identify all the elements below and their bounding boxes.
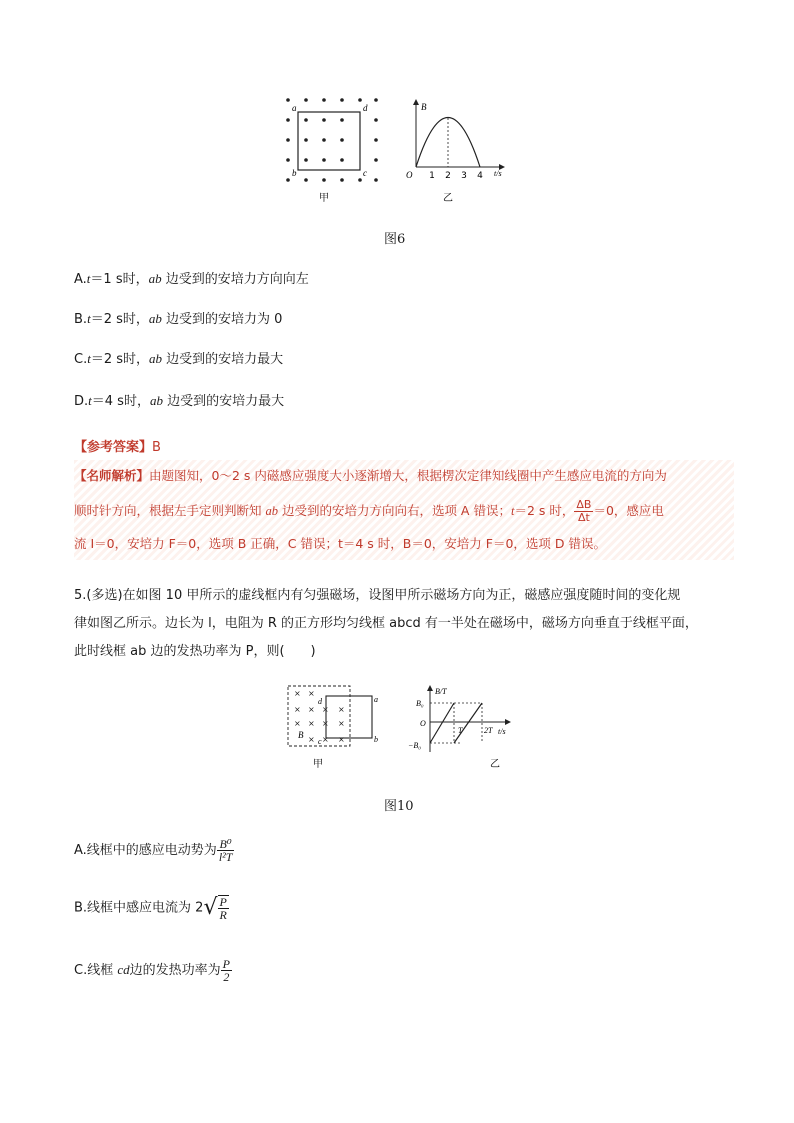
b-line-1: [430, 703, 454, 743]
answer-value: B: [152, 440, 161, 455]
cross: ×: [294, 705, 301, 714]
option-c-text2: 边受到的安培力最大: [162, 352, 284, 367]
question-5-line-3: 此时线框 ab 边的发热功率为 P，则( ): [74, 644, 316, 659]
caption-yi: 乙: [443, 193, 453, 204]
cross: ×: [308, 719, 315, 728]
label-b: b: [292, 168, 297, 178]
option-a-var: t: [86, 271, 91, 286]
q5-option-b-text: B.线框中感应电流为 2: [74, 900, 204, 916]
option-a-text2: 边受到的安培力方向向左: [161, 272, 309, 287]
q5-option-c: [74, 958, 232, 983]
label-field-b: B: [298, 730, 304, 740]
caption-yi: 乙: [490, 759, 500, 770]
frac-num: P: [222, 957, 230, 971]
option-c-text1: ＝2 s时，: [90, 352, 150, 367]
t1-label: T: [458, 726, 463, 735]
analysis-line-2: [74, 497, 734, 525]
label-b: b: [374, 735, 378, 744]
cross: ×: [322, 735, 329, 744]
figure-6-caption: 图6: [384, 232, 406, 247]
cross: ×: [308, 705, 315, 714]
cross: ×: [322, 719, 329, 728]
question-5-line-1: 5.(多选)在如图 10 甲所示的虚线框内有匀强磁场，设图甲所示磁场方向为正，磁感应强度随时间的变化规: [74, 588, 681, 603]
tick-2: 2: [445, 171, 451, 181]
label-d: d: [318, 697, 322, 706]
figure-10-yi: [400, 682, 515, 772]
analysis-text-1: 由题图知，0～2 s 内磁感应强度大小逐渐增大，根据楞次定律知线圈中产生感应电流的方向为: [149, 468, 667, 483]
option-b: [74, 308, 282, 327]
option-c-var: t: [87, 351, 91, 366]
x-axis-label: t/s: [498, 727, 506, 736]
caption-jia: 甲: [319, 193, 329, 204]
q5-option-c-text2: 边的发热功率为: [129, 963, 221, 978]
option-b-var2: ab: [148, 311, 162, 326]
q5-option-c-var: cd: [117, 962, 130, 977]
cross: ×: [308, 735, 315, 744]
question-5-line-2: 律如图乙所示。边长为 l，电阻为 R 的正方形均匀线框 abcd 有一半处在磁场中，磁场方向垂直于线框平面，: [74, 616, 698, 631]
option-d-var2: ab: [149, 393, 163, 408]
square-loop-abcd: [326, 696, 372, 738]
tick-4: 4: [477, 171, 483, 181]
analysis-text-2c: 边受到的安培力方向向右，选项 A 错误；: [277, 503, 511, 518]
option-a-text1: ＝1 s时，: [90, 272, 149, 287]
y-axis-label: B: [421, 102, 427, 112]
figure-6-jia: [276, 92, 386, 207]
caption-jia: 甲: [313, 759, 323, 770]
frac-num: ΔB: [576, 498, 592, 511]
analysis-text-2a: 顺时针方向，根据左手定则判断知: [74, 503, 266, 518]
figure-6-yi: [400, 92, 510, 207]
option-a: [74, 268, 309, 287]
frac-den: R: [219, 908, 227, 922]
neg-b0-label: −B₀: [408, 741, 422, 750]
figure-10-caption: 图10: [384, 799, 414, 814]
analysis-text-2e: ＝2 s 时，: [514, 503, 575, 518]
option-a-var2: ab: [148, 271, 162, 286]
option-d: [74, 390, 284, 409]
b0-label: B₀: [416, 699, 424, 708]
option-c: [74, 348, 283, 367]
option-a-prefix: A.: [74, 272, 87, 287]
cross: ×: [338, 735, 345, 744]
reference-answer: [74, 436, 161, 455]
frac-den: l²T: [218, 850, 233, 864]
q5-option-c-fraction: [221, 958, 232, 983]
answer-label: 【参考答案】: [74, 440, 153, 455]
frac-den: Δt: [577, 511, 590, 524]
label-c: c: [363, 168, 367, 178]
option-b-text2: 边受到的安培力为 0: [161, 312, 283, 327]
option-c-var2: ab: [149, 351, 163, 366]
option-d-text1: ＝4 s时，: [91, 394, 150, 409]
sqrt-symbol: √: [203, 895, 218, 920]
delta-b-over-delta-t: [574, 499, 593, 524]
y-axis-label: B/T: [435, 687, 447, 696]
q5-option-a-fraction: [217, 838, 235, 863]
cross: ×: [308, 689, 315, 698]
t2-label: 2T: [484, 726, 493, 735]
x-axis-label: t/s: [494, 169, 502, 178]
cross: ×: [338, 719, 345, 728]
option-b-prefix: B.: [74, 312, 88, 327]
analysis-var-t: t: [510, 504, 515, 518]
b-line-2: [454, 703, 482, 743]
label-c: c: [318, 737, 322, 746]
tick-1: 1: [429, 171, 435, 181]
label-a: a: [374, 695, 378, 704]
cross: ×: [294, 719, 301, 728]
analysis-line-1: [74, 462, 734, 490]
cross: ×: [338, 705, 345, 714]
analysis-line-3: 流 I＝0，安培力 F＝0，选项 B 正确，C 错误；t＝4 s 时，B＝0，安培力 F＝0，选项 D 错误。: [74, 536, 606, 551]
cross: ×: [294, 689, 301, 698]
q5-option-c-text: C.线框: [74, 963, 118, 978]
analysis-text-2f: ＝0，感应电: [593, 503, 664, 518]
analysis-var-ab: ab: [265, 504, 278, 518]
option-d-text2: 边受到的安培力最大: [162, 394, 285, 409]
q5-option-a: [74, 838, 234, 863]
q5-option-b: [74, 895, 229, 921]
origin-label: O: [420, 719, 426, 728]
figure-10-jia: [282, 682, 382, 772]
q5-option-b-fraction: [218, 895, 229, 921]
frac-num: P: [219, 895, 227, 909]
option-b-var: t: [87, 311, 91, 326]
label-a: a: [292, 103, 297, 113]
frac-num: B⁰: [217, 838, 235, 851]
cross: ×: [322, 705, 329, 714]
label-d: d: [363, 103, 368, 113]
origin-label: O: [406, 170, 413, 180]
frac-den: 2: [223, 970, 230, 984]
tick-3: 3: [461, 171, 467, 181]
analysis-label: 【名师解析】: [74, 468, 150, 483]
option-c-prefix: C.: [74, 352, 88, 367]
option-d-prefix: D.: [74, 394, 89, 409]
q5-option-a-text: A.线框中的感应电动势为: [74, 843, 217, 858]
option-d-var: t: [88, 393, 92, 408]
option-b-text1: ＝2 s时，: [90, 312, 149, 327]
